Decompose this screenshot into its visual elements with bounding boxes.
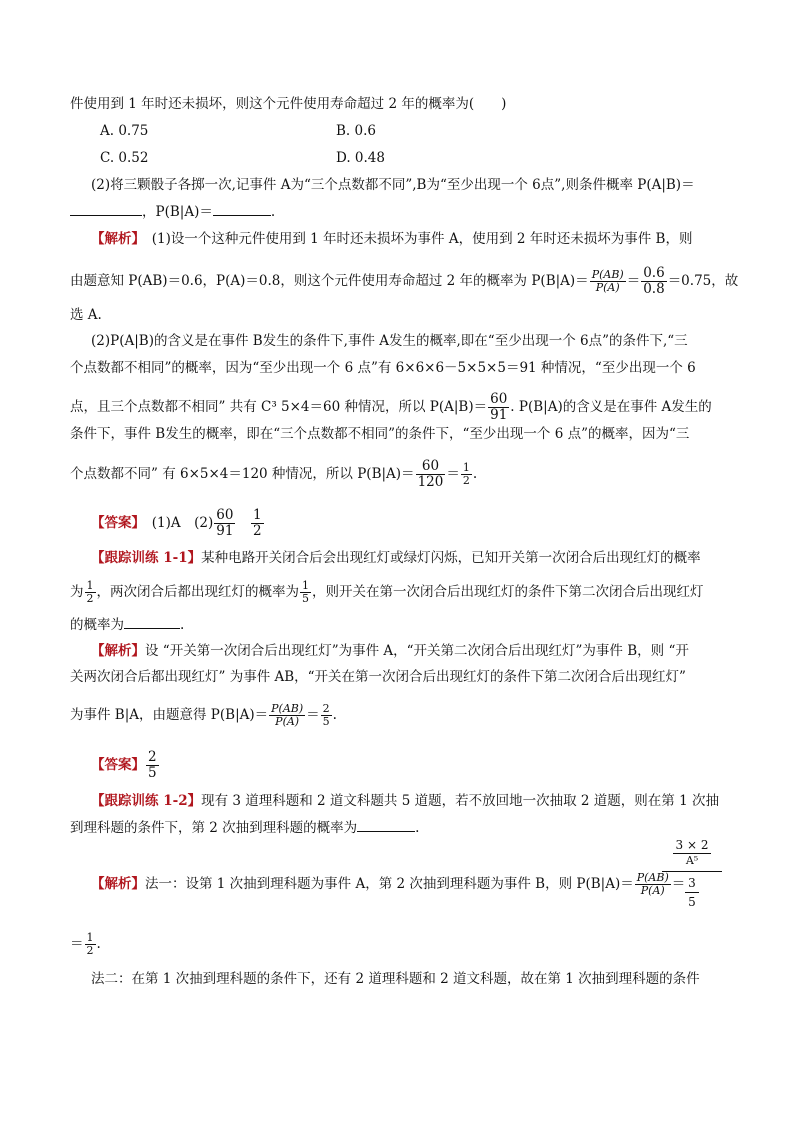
- fraction: $\frac{0.6}{0.8}$: [643, 265, 665, 297]
- fraction: $\frac{P(AB)}{P(A)}$: [636, 871, 669, 897]
- fraction: $\frac{1}{5}$: [302, 579, 309, 605]
- solution3-line-1: 【解析】法一：设第 1 次抽到理科题为事件 A，第 2 次抽到理科题为事件 B，则 P(B|A)＝ $\frac{P(AB)}{P(A)}$ ＝: [91, 871, 686, 897]
- exercise-1-2-line-1: 【跟踪训练 1-2】现有 3 道理科题和 2 道文科题共 5 道题，若不放回地一次抽取 2 道题，则在第 1 次抽: [91, 793, 719, 809]
- fraction: $\frac{2}{5}$: [148, 749, 157, 781]
- answer-blank: [124, 614, 180, 629]
- solution2-line-1: 【解析】设 “开关第一次闭合后出现红灯”为事件 A，“开关第二次闭合后出现红灯”为事件 B，则 “开: [91, 643, 689, 659]
- fraction: $\frac{1}{2}$: [86, 579, 94, 605]
- choice-d: D. 0.48: [336, 150, 385, 166]
- exercise-1-1-line-2: 为 $\frac{1}{2}$ ，两次闭合后都出现红灯的概率为 $\frac{1}{5}$ ，则开关在第一次闭合后出现红灯的条件下第二次闭合后出现红灯: [70, 579, 704, 605]
- answer-blank-2: [213, 201, 271, 216]
- solution-line-4: (2)P(A|B)的含义是在事件 B发生的条件下,事件 A发生的概率,即在“至少出现一个 6点”的条件下,“三: [91, 333, 688, 349]
- choice-a: A. 0.75: [100, 123, 149, 139]
- solution-line-1: 【解析】 (1)设一个这种元件使用到 1 年时还未损坏为事件 A，使用到 2 年时还未损坏为事件 B，则: [91, 231, 693, 247]
- choice-c: C. 0.52: [100, 150, 149, 166]
- answer-tag: 【答案】: [91, 515, 139, 531]
- answer-line-1: 【答案】 (1)A (2) $\frac{60}{91}$ $\frac{1}{2}$: [91, 507, 262, 539]
- question-2-blanks: ，P(B|A)＝ .: [70, 201, 275, 222]
- fraction: $\frac{2}{5}$: [322, 702, 330, 728]
- solution-line-3: 选 A.: [70, 307, 102, 323]
- exercise-1-1-line-1: 【跟踪训练 1-1】某种电路开关闭合后会出现红灯或绿灯闪烁，已知开关第一次闭合后出现红灯的概率: [91, 550, 701, 566]
- solution-tag: 【解析】: [91, 231, 139, 247]
- solution-line-2: 由题意知 P(AB)＝0.6，P(A)＝0.8，则这个元件使用寿命超过 2 年的概率为 P(B|A)＝ $\frac{P(AB)}{P(A)}$ ＝ $\frac{0.6}{0.8}$ ＝0.75，故: [70, 265, 739, 297]
- solution-tag: 【解析】: [91, 876, 145, 892]
- solution-line-8: 个点数都不同” 有 6×5×4＝120 种情况，所以 P(B|A)＝ $\frac{60}{120}$ ＝ $\frac{1}{2}$ .: [70, 458, 478, 490]
- answer-blank: [357, 817, 415, 832]
- exercise-1-1-line-3: 的概率为 .: [70, 614, 184, 635]
- question-1-stem: 件使用到 1 年时还未损坏，则这个元件使用寿命超过 2 年的概率为( ): [70, 96, 507, 112]
- fraction: $\frac{P(AB)}{P(A)}$: [271, 702, 304, 728]
- fraction: $\frac{P(AB)}{P(A)}$: [591, 268, 624, 294]
- answer-tag: 【答案】: [91, 757, 145, 773]
- exercise-1-2-line-2: 到理科题的条件下，第 2 次抽到理科题的概率为 .: [70, 817, 419, 838]
- exercise-tag: 【跟踪训练 1-2】: [91, 793, 202, 809]
- solution3-line-2: ＝ $\frac{1}{2}$ .: [70, 931, 101, 957]
- fraction: $\frac{60}{91}$: [490, 391, 508, 423]
- compound-fraction: 3 × 2 A⁵ 3 5: [660, 838, 724, 909]
- fraction: $\frac{1}{2}$: [462, 461, 470, 487]
- solution2-line-2: 关两次闭合后都出现红灯” 为事件 AB，“开关在第一次闭合后出现红灯的条件下第二次闭合后出现红灯”: [70, 669, 686, 685]
- question-2-stem: (2)将三颗骰子各掷一次,记事件 A为“三个点数都不同”,B为“至少出现一个 6点”,则条件概率 P(A|B)＝: [91, 177, 695, 193]
- fraction: $\frac{60}{120}$: [417, 458, 444, 490]
- fraction: $\frac{1}{2}$: [86, 931, 94, 957]
- solution2-line-3: 为事件 B|A，由题意得 P(B|A)＝ $\frac{P(AB)}{P(A)}$ ＝ $\frac{2}{5}$ .: [70, 702, 337, 728]
- solution-line-7: 条件下，事件 B发生的概率，即在“三个点数都不相同”的条件下，“至少出现一个 6 点”的概率，因为“三: [70, 426, 690, 442]
- solution-tag: 【解析】: [91, 643, 145, 659]
- fraction: $\frac{1}{2}$: [252, 507, 262, 539]
- answer-line-2: [91, 750, 160, 781]
- solution3-line-3: 法二：在第 1 次抽到理科题的条件下，还有 2 道理科题和 2 道文科题，故在第 1 次抽到理科题的条件: [91, 971, 700, 987]
- choice-b: B. 0.6: [336, 123, 376, 139]
- solution-line-5: 个点数都不相同”的概率，因为“至少出现一个 6 点”有 6×6×6－5×5×5＝91 种情况，“至少出现一个 6: [70, 360, 696, 376]
- fraction: $\frac{60}{91}$: [216, 507, 234, 539]
- exercise-tag: 【跟踪训练 1-1】: [91, 550, 202, 566]
- solution-line-6: 点，且三个点数都不相同” 共有 C³ 5×4＝60 种情况，所以 P(A|B)＝ $\frac{60}{91}$ . P(B|A)的含义是在事件 A发生的: [70, 391, 712, 423]
- answer-blank-1: [70, 201, 142, 216]
